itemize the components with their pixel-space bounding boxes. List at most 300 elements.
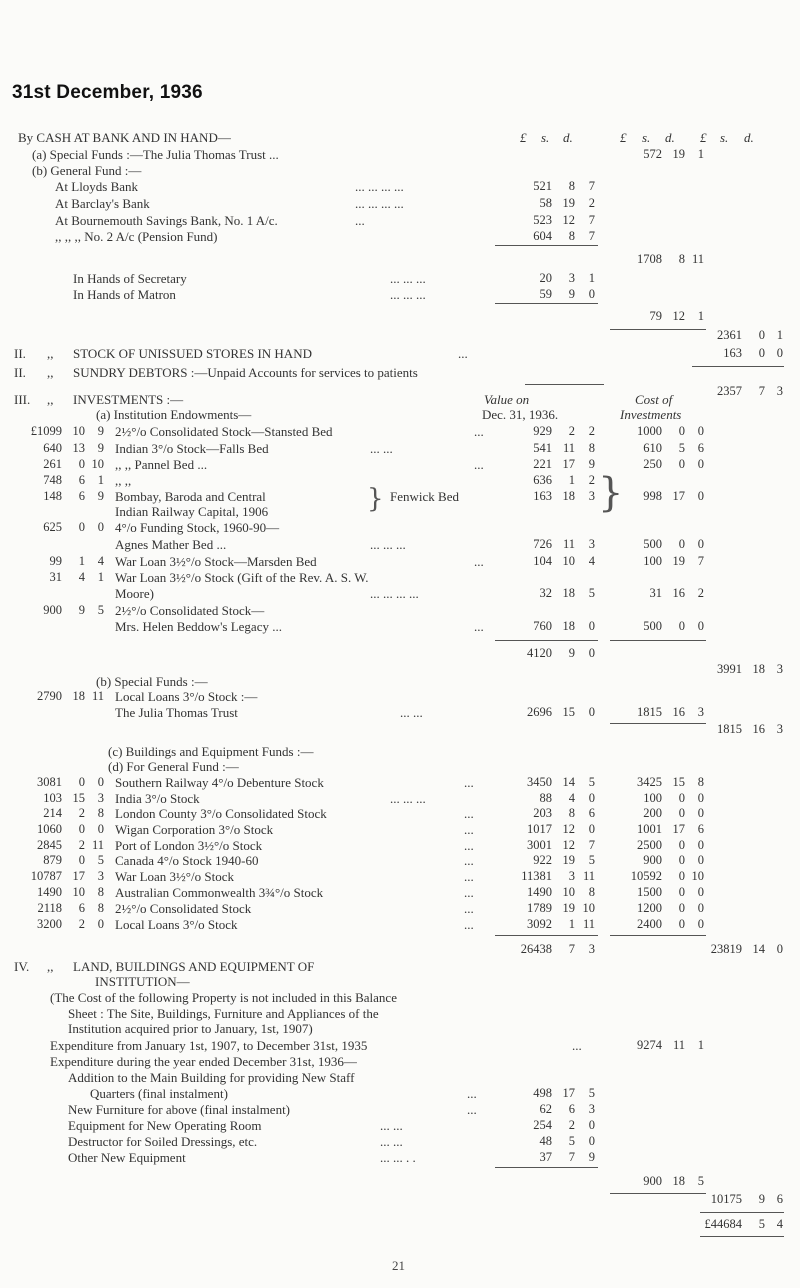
leader-dots: ... [474,554,484,569]
column-header-col1: £ [520,130,527,145]
land-note: (The Cost of the following Property is not included in this Balance [50,990,397,1005]
leader-dots: ... [474,424,484,439]
rule [700,1212,784,1213]
nominal-pounds: 3200 [37,917,62,931]
leader-dots: ... ... [400,705,423,720]
stock-amount-shillings: 0 [758,346,765,360]
investment-cost-pounds: 900 [643,853,662,867]
land-items-total-pounds: 900 [643,1174,662,1188]
land-item-pounds: 62 [539,1102,552,1116]
land-item-pence: 5 [588,1086,595,1100]
investment-value-pounds: 1490 [527,885,552,899]
leader-dots: ... [464,901,474,916]
nominal-pence: 3 [97,869,104,883]
nominal-pounds: 2118 [37,901,62,915]
investment-value-shillings: 14 [562,775,575,789]
stock-amount-pounds: 163 [723,346,742,360]
investment-desc: 4°/o Funding Stock, 1960-90— [115,520,280,535]
cost-label: Cost of [635,392,673,407]
nominal-pounds: 748 [43,473,62,487]
expenditure-to-1935-amount-shillings: 11 [672,1038,685,1052]
investment-cost-pence: 0 [697,537,704,551]
cash-general-fund: (b) General Fund :— [32,163,142,178]
cash-hand-shillings: 9 [568,287,575,301]
institution-cost-total-shillings: 18 [752,662,765,676]
investment-cost-pence: 0 [697,806,704,820]
investment-value-shillings: 12 [562,822,575,836]
investment-desc: Agnes Mather Bed ... [115,537,227,552]
nominal-shillings: 18 [72,689,85,703]
nominal-pence: 11 [91,689,104,703]
investment-value-pounds: 922 [533,853,552,867]
cash-hands-total-shillings: 12 [672,309,685,323]
land-item-pounds: 498 [533,1086,552,1100]
cash-item-pounds: 521 [533,179,552,193]
grand-total-shillings: 5 [758,1217,765,1231]
general-value-total-shillings: 7 [568,942,575,956]
rule [610,723,706,724]
investment-value-shillings: 10 [562,885,575,899]
land-item-pence: 0 [588,1134,595,1148]
nominal-shillings: 2 [78,917,85,931]
investment-cost-shillings: 0 [678,619,685,633]
investment-desc: Moore) [115,586,154,601]
investment-desc-right: Fenwick Bed [390,489,459,504]
investment-value-shillings: 10 [562,554,575,568]
investment-value-pounds: 203 [533,806,552,820]
nominal-pence: 3 [97,791,104,805]
nominal-shillings: 13 [72,441,85,455]
investment-desc: India 3°/o Stock [115,791,200,806]
investment-cost-pounds: 2500 [637,838,662,852]
buildings-heading: (c) Buildings and Equipment Funds :— [108,744,314,759]
investment-cost-pence: 6 [697,441,704,455]
value-on-label: Value on [484,392,530,407]
value-on-date: Dec. 31, 1936. [482,407,559,422]
nominal-pence: 11 [91,838,104,852]
investment-desc: 2½°/o Consolidated Stock [115,901,252,916]
cash-item-pounds: 604 [533,229,552,243]
investment-value-shillings: 4 [568,791,575,805]
investment-value-shillings: 8 [568,806,575,820]
investment-value-shillings: 19 [562,853,575,867]
nominal-pence: 1 [97,473,104,487]
investment-desc: Local Loans 3°/o Stock [115,917,238,932]
institution-heading: (a) Institution Endowments— [96,407,252,422]
investment-value-pounds: 726 [533,537,552,551]
investment-cost-shillings: 17 [672,822,685,836]
cash-grand-total-pounds: 2361 [717,328,742,342]
debtors-total-shillings: 7 [758,384,765,398]
investments-heading: INVESTMENTS :— [73,392,184,407]
nominal-pence: 8 [97,885,104,899]
debtors-total-pence: 3 [776,384,783,398]
nominal-pence: 8 [97,806,104,820]
nominal-shillings: 0 [78,457,85,471]
leader-dots: ... [474,457,484,472]
land-note: Institution acquired prior to January, 1st, 1907) [68,1021,313,1036]
investment-value-pounds: 929 [533,424,552,438]
nominal-pence: 0 [97,775,104,789]
investment-cost-shillings: 0 [678,869,685,883]
leader-dots: ... ... ... [370,537,406,552]
cash-item-label: ,, ,, ,, No. 2 A/c (Pension Fund) [55,229,218,244]
investment-value-pence: 9 [588,457,595,471]
leader-dots: ... [464,853,474,868]
investment-value-pence: 6 [588,806,595,820]
cash-hand-pounds: 59 [539,287,552,301]
rule [610,640,706,641]
investment-desc: The Julia Thomas Trust [115,705,238,720]
leader-dots: ... [474,619,484,634]
investment-cost-pounds: 500 [643,619,662,633]
investment-cost-pounds: 998 [643,489,662,503]
nominal-shillings: 0 [78,822,85,836]
nominal-pence: 10 [91,457,104,471]
investment-value-pounds: 2696 [527,705,552,719]
nominal-shillings: 2 [78,806,85,820]
land-total-pounds: 10175 [710,1192,742,1206]
investment-value-shillings: 18 [562,619,575,633]
land-items-total-shillings: 18 [672,1174,685,1188]
nominal-pence: 0 [97,520,104,534]
ditto-mark: ,, [47,392,54,407]
land-item-shillings: 17 [562,1086,575,1100]
investment-cost-pounds: 1001 [637,822,662,836]
investment-value-shillings: 11 [562,441,575,455]
expenditure-to-1935-amount-pounds: 9274 [637,1038,662,1052]
investment-cost-pounds: 1500 [637,885,662,899]
page-number: 21 [392,1258,405,1273]
land-item-pounds: 254 [533,1118,552,1132]
investment-cost-shillings: 0 [678,917,685,931]
leader-dots: ... ... [380,1134,403,1149]
leader-dots: ... [572,1038,582,1053]
investment-value-pence: 8 [588,441,595,455]
nominal-pounds: 214 [43,806,62,820]
investment-value-pence: 5 [588,853,595,867]
debtors-label: SUNDRY DEBTORS :—Unpaid Accounts for services to patients [73,365,418,380]
land-item-shillings: 5 [568,1134,575,1148]
grand-total-pounds: £44684 [704,1217,742,1231]
land-heading-2: INSTITUTION— [95,974,190,989]
investment-desc: War Loan 3½°/o Stock (Gift of the Rev. A. S. W. [115,570,369,585]
nominal-shillings: 9 [78,603,85,617]
cash-general-total-pence: 11 [691,252,704,266]
nominal-pounds: 625 [43,520,62,534]
investment-desc: Indian 3°/o Stock—Falls Bed [115,441,269,456]
investment-cost-shillings: 0 [678,791,685,805]
special-cost-total-pounds: 1815 [717,722,742,736]
investment-value-pence: 5 [588,775,595,789]
institution-cost-total-pence: 3 [776,662,783,676]
general-value-total-pounds: 26438 [520,942,552,956]
investment-value-pounds: 636 [533,473,552,487]
cash-item-shillings: 8 [568,229,575,243]
nominal-pounds: 1060 [37,822,62,836]
land-item-label: Other New Equipment [68,1150,186,1165]
land-items-total-pence: 5 [697,1174,704,1188]
land-item-shillings: 2 [568,1118,575,1132]
nominal-shillings: 15 [72,791,85,805]
investment-cost-shillings: 0 [678,537,685,551]
cash-grand-total-shillings: 0 [758,328,765,342]
rule [495,640,598,641]
investment-value-shillings: 17 [562,457,575,471]
nominal-pounds: £1099 [30,424,62,438]
nominal-pence: 0 [97,822,104,836]
nominal-shillings: 0 [78,775,85,789]
investment-cost-pounds: 2400 [637,917,662,931]
investment-cost-shillings: 15 [672,775,685,789]
land-item-label: Addition to the Main Building for providing New Staff [68,1070,355,1085]
nominal-pounds: 640 [43,441,62,455]
investment-value-pence: 11 [582,869,595,883]
nominal-shillings: 4 [78,570,85,584]
column-header-col1: s. [541,130,550,145]
leader-dots: ... ... [370,441,393,456]
investment-cost-pence: 0 [697,901,704,915]
land-item-pounds: 48 [539,1134,552,1148]
investment-desc: Australian Commonwealth 3¾°/o Stock [115,885,324,900]
leader-dots: ... ... ... [390,271,426,286]
investment-cost-shillings: 16 [672,705,685,719]
investment-cost-shillings: 0 [678,457,685,471]
rule [495,1167,598,1168]
cost-label-2: Investments [620,407,682,422]
leader-dots: ... [464,806,474,821]
investment-desc: War Loan 3½°/o Stock [115,869,234,884]
investment-value-shillings: 1 [568,917,575,931]
investment-cost-shillings: 5 [678,441,685,455]
cash-item-pounds: 58 [539,196,552,210]
cash-heading: By CASH AT BANK AND IN HAND— [18,130,231,145]
leader-dots: ... ... ... ... [370,586,419,601]
investment-cost-pence: 6 [697,822,704,836]
cash-hands-total-pounds: 79 [649,309,662,323]
investment-value-shillings: 1 [568,473,575,487]
investment-cost-pence: 7 [697,554,704,568]
investment-cost-pence: 0 [697,853,704,867]
land-item-label: Equipment for New Operating Room [68,1118,262,1133]
land-item-label: New Furniture for above (final instalment) [68,1102,291,1117]
column-header-col2: £ [620,130,627,145]
investment-value-pounds: 3092 [527,917,552,931]
institution-cost-total-pounds: 3991 [717,662,742,676]
investment-cost-pounds: 200 [643,806,662,820]
cash-item-label: At Bournemouth Savings Bank, No. 1 A/c. [55,213,278,228]
investment-value-pence: 3 [588,489,595,503]
investment-value-pence: 5 [588,586,595,600]
roman-numeral: III. [14,392,31,407]
investment-desc: Port of London 3½°/o Stock [115,838,263,853]
nominal-shillings: 2 [78,838,85,852]
nominal-pounds: 3081 [37,775,62,789]
rule [525,384,604,385]
nominal-pounds: 1490 [37,885,62,899]
cash-special-total-pounds: 572 [643,147,662,161]
cash-item-pence: 7 [588,179,595,193]
investment-cost-pence: 0 [697,424,704,438]
land-item-pence: 0 [588,1118,595,1132]
investment-cost-pence: 8 [697,775,704,789]
leader-dots: ... [467,1102,477,1117]
investment-value-pounds: 3450 [527,775,552,789]
land-total-shillings: 9 [758,1192,765,1206]
investment-desc: Local Loans 3°/o Stock :— [115,689,258,704]
investment-cost-pounds: 610 [643,441,662,455]
investment-value-pence: 10 [582,901,595,915]
nominal-pounds: 10787 [30,869,62,883]
investment-cost-pence: 0 [697,791,704,805]
nominal-pounds: 879 [43,853,62,867]
investment-cost-shillings: 0 [678,838,685,852]
investment-cost-pounds: 1000 [637,424,662,438]
investment-cost-pence: 0 [697,838,704,852]
rule [495,303,598,304]
investment-desc: ,, ,, [115,473,132,488]
investment-cost-shillings: 0 [678,901,685,915]
debtors-total-pounds: 2357 [717,384,742,398]
stock-label: STOCK OF UNISSUED STORES IN HAND [73,346,312,361]
investment-desc: 2½°/o Consolidated Stock— [115,603,265,618]
investment-value-shillings: 18 [562,586,575,600]
investment-cost-pounds: 3425 [637,775,662,789]
leader-dots: ... ... [380,1118,403,1133]
investment-cost-shillings: 0 [678,853,685,867]
investment-value-shillings: 12 [562,838,575,852]
nominal-shillings: 1 [78,554,85,568]
cash-item-shillings: 19 [562,196,575,210]
investment-cost-pence: 0 [697,885,704,899]
rule [495,935,598,936]
column-header-col2: d. [665,130,675,145]
general-cost-total-pence: 0 [776,942,783,956]
expenditure-to-1935-amount-pence: 1 [697,1038,704,1052]
general-cost-total-pounds: 23819 [710,942,742,956]
investment-desc: Mrs. Helen Beddow's Legacy ... [115,619,282,634]
investment-cost-pence: 10 [691,869,704,883]
cash-item-label: At Barclay's Bank [55,196,150,211]
investment-desc: Wigan Corporation 3°/o Stock [115,822,274,837]
investment-value-shillings: 15 [562,705,575,719]
investment-desc: Bombay, Baroda and Central [115,489,266,504]
cash-item-pence: 2 [588,196,595,210]
investment-value-pence: 3 [588,537,595,551]
cash-hand-label: In Hands of Secretary [73,271,187,286]
column-header-col1: d. [563,130,573,145]
nominal-shillings: 17 [72,869,85,883]
expenditure-1936: Expenditure during the year ended December 31st, 1936— [50,1054,357,1069]
investment-cost-pence: 2 [697,586,704,600]
investment-cost-shillings: 16 [672,586,685,600]
stock-amount-pence: 0 [776,346,783,360]
nominal-pence: 8 [97,901,104,915]
investment-cost-pence: 3 [697,705,704,719]
cash-item-label: At Lloyds Bank [55,179,139,194]
investment-cost-pounds: 1815 [637,705,662,719]
cash-hand-pence: 0 [588,287,595,301]
special-cost-total-shillings: 16 [752,722,765,736]
nominal-pounds: 900 [43,603,62,617]
investment-desc: Canada 4°/o Stock 1940-60 [115,853,259,868]
cash-item-pounds: 523 [533,213,552,227]
brace: } [367,484,384,514]
column-header-col2: s. [642,130,651,145]
investment-value-pence: 0 [588,619,595,633]
investment-value-pounds: 760 [533,619,552,633]
investment-cost-pounds: 250 [643,457,662,471]
investment-value-pounds: 541 [533,441,552,455]
cash-hand-pence: 1 [588,271,595,285]
cash-item-shillings: 12 [562,213,575,227]
investment-cost-pounds: 500 [643,537,662,551]
leader-dots: ... ... ... [390,287,426,302]
investment-cost-pence: 0 [697,917,704,931]
cash-special-total-pence: 1 [697,147,704,161]
nominal-pounds: 2790 [37,689,62,703]
nominal-pence: 9 [97,424,104,438]
rule [610,935,706,936]
investment-value-pence: 8 [588,885,595,899]
rule [700,1236,784,1237]
leader-dots: ... [464,869,474,884]
nominal-shillings: 6 [78,901,85,915]
investment-cost-pence: 0 [697,619,704,633]
investment-value-pence: 0 [588,822,595,836]
nominal-shillings: 0 [78,520,85,534]
nominal-pence: 1 [97,570,104,584]
investment-cost-shillings: 0 [678,885,685,899]
leader-dots: ... ... ... [390,791,426,806]
rule [610,329,706,330]
cash-special-total-shillings: 19 [672,147,685,161]
nominal-pounds: 261 [43,457,62,471]
cash-item-pence: 7 [588,213,595,227]
land-item-pence: 3 [588,1102,595,1116]
page-title: 31st December, 1936 [12,82,203,103]
investment-value-shillings: 19 [562,901,575,915]
brace: } [598,470,624,516]
leader-dots: ... [464,775,474,790]
leader-dots: ... [464,838,474,853]
nominal-shillings: 0 [78,853,85,867]
investment-desc: ,, ,, Pannel Bed ... [115,457,208,472]
grand-total-pence: 4 [776,1217,783,1231]
leader-dots: ... [355,213,365,228]
investment-value-pence: 2 [588,424,595,438]
institution-value-total-shillings: 9 [568,646,575,660]
investment-value-pounds: 1789 [527,901,552,915]
column-header-col3: s. [720,130,729,145]
column-header-col3: £ [700,130,707,145]
investment-cost-pence: 0 [697,457,704,471]
leader-dots: ... [464,885,474,900]
nominal-pence: 4 [97,554,104,568]
nominal-shillings: 6 [78,489,85,503]
general-heading: (d) For General Fund :— [108,759,239,774]
ditto-mark: ,, [47,346,54,361]
cash-general-total-pounds: 1708 [637,252,662,266]
nominal-pence: 9 [97,441,104,455]
investment-value-pounds: 163 [533,489,552,503]
investment-cost-pence: 0 [697,489,704,503]
nominal-pence: 0 [97,917,104,931]
land-total-pence: 6 [776,1192,783,1206]
leader-dots: ... ... . . [380,1150,416,1165]
cash-hand-label: In Hands of Matron [73,287,176,302]
investment-value-shillings: 18 [562,489,575,503]
